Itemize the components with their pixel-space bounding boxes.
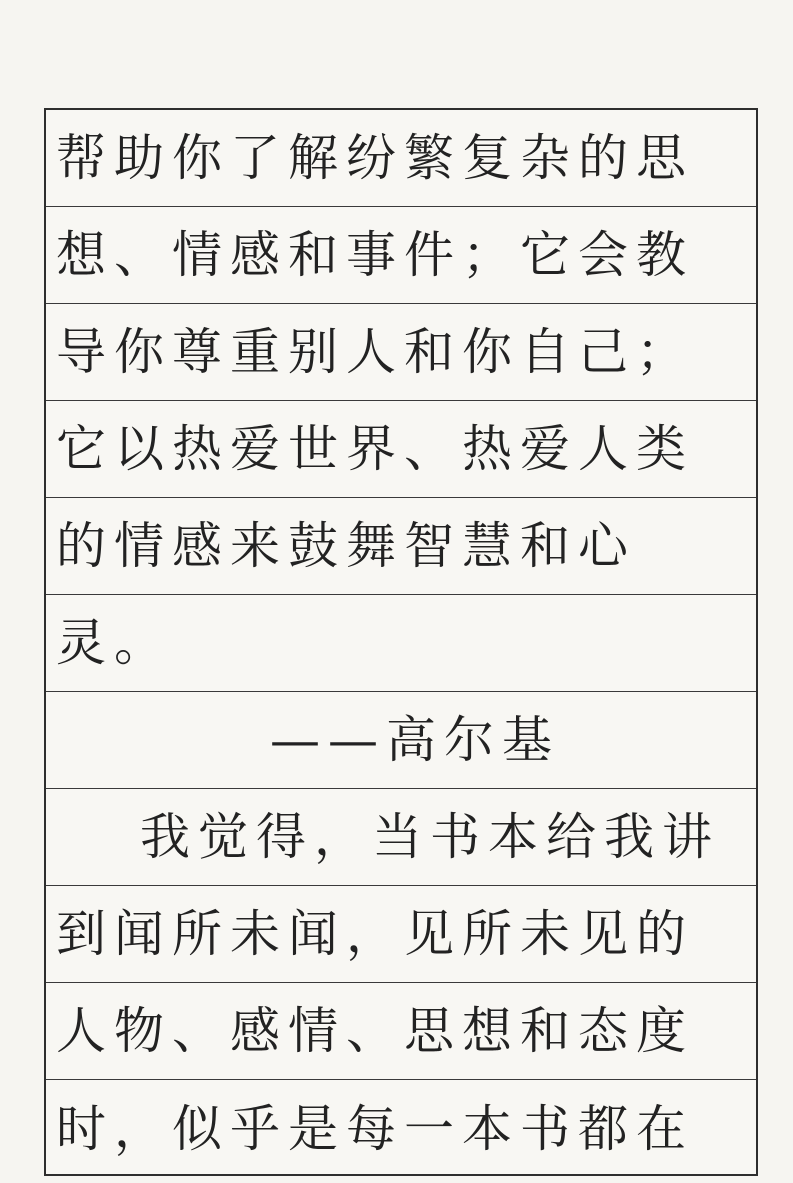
line-text: 的情感来鼓舞智慧和心 <box>56 517 636 575</box>
line-text: 想、情感和事件；它会教 <box>56 226 694 284</box>
attribution-text: ——高尔基 <box>270 711 560 769</box>
line-text: 灵。 <box>56 614 172 672</box>
line-text: 帮助你了解纷繁复杂的思 <box>56 129 694 187</box>
line-text: 到闻所未闻，见所未见的 <box>56 905 694 963</box>
text-line <box>46 498 756 595</box>
text-line <box>46 110 756 207</box>
paragraph-start-line <box>46 789 756 886</box>
line-text: 人物、感情、思想和态度 <box>56 1002 694 1060</box>
text-line <box>46 983 756 1080</box>
text-line <box>46 207 756 304</box>
text-line <box>46 595 756 692</box>
line-text: 我觉得，当书本给我讲 <box>140 808 720 866</box>
line-text: 导你尊重别人和你自己； <box>56 323 694 381</box>
text-line <box>46 401 756 498</box>
handwriting-practice-sheet <box>44 108 758 1176</box>
line-text: 时，似乎是每一本书都在 <box>56 1099 694 1158</box>
attribution-line <box>46 692 756 789</box>
text-line <box>46 304 756 401</box>
text-line <box>46 886 756 983</box>
text-line <box>46 1080 756 1177</box>
line-text: 它以热爱世界、热爱人类 <box>56 420 694 478</box>
